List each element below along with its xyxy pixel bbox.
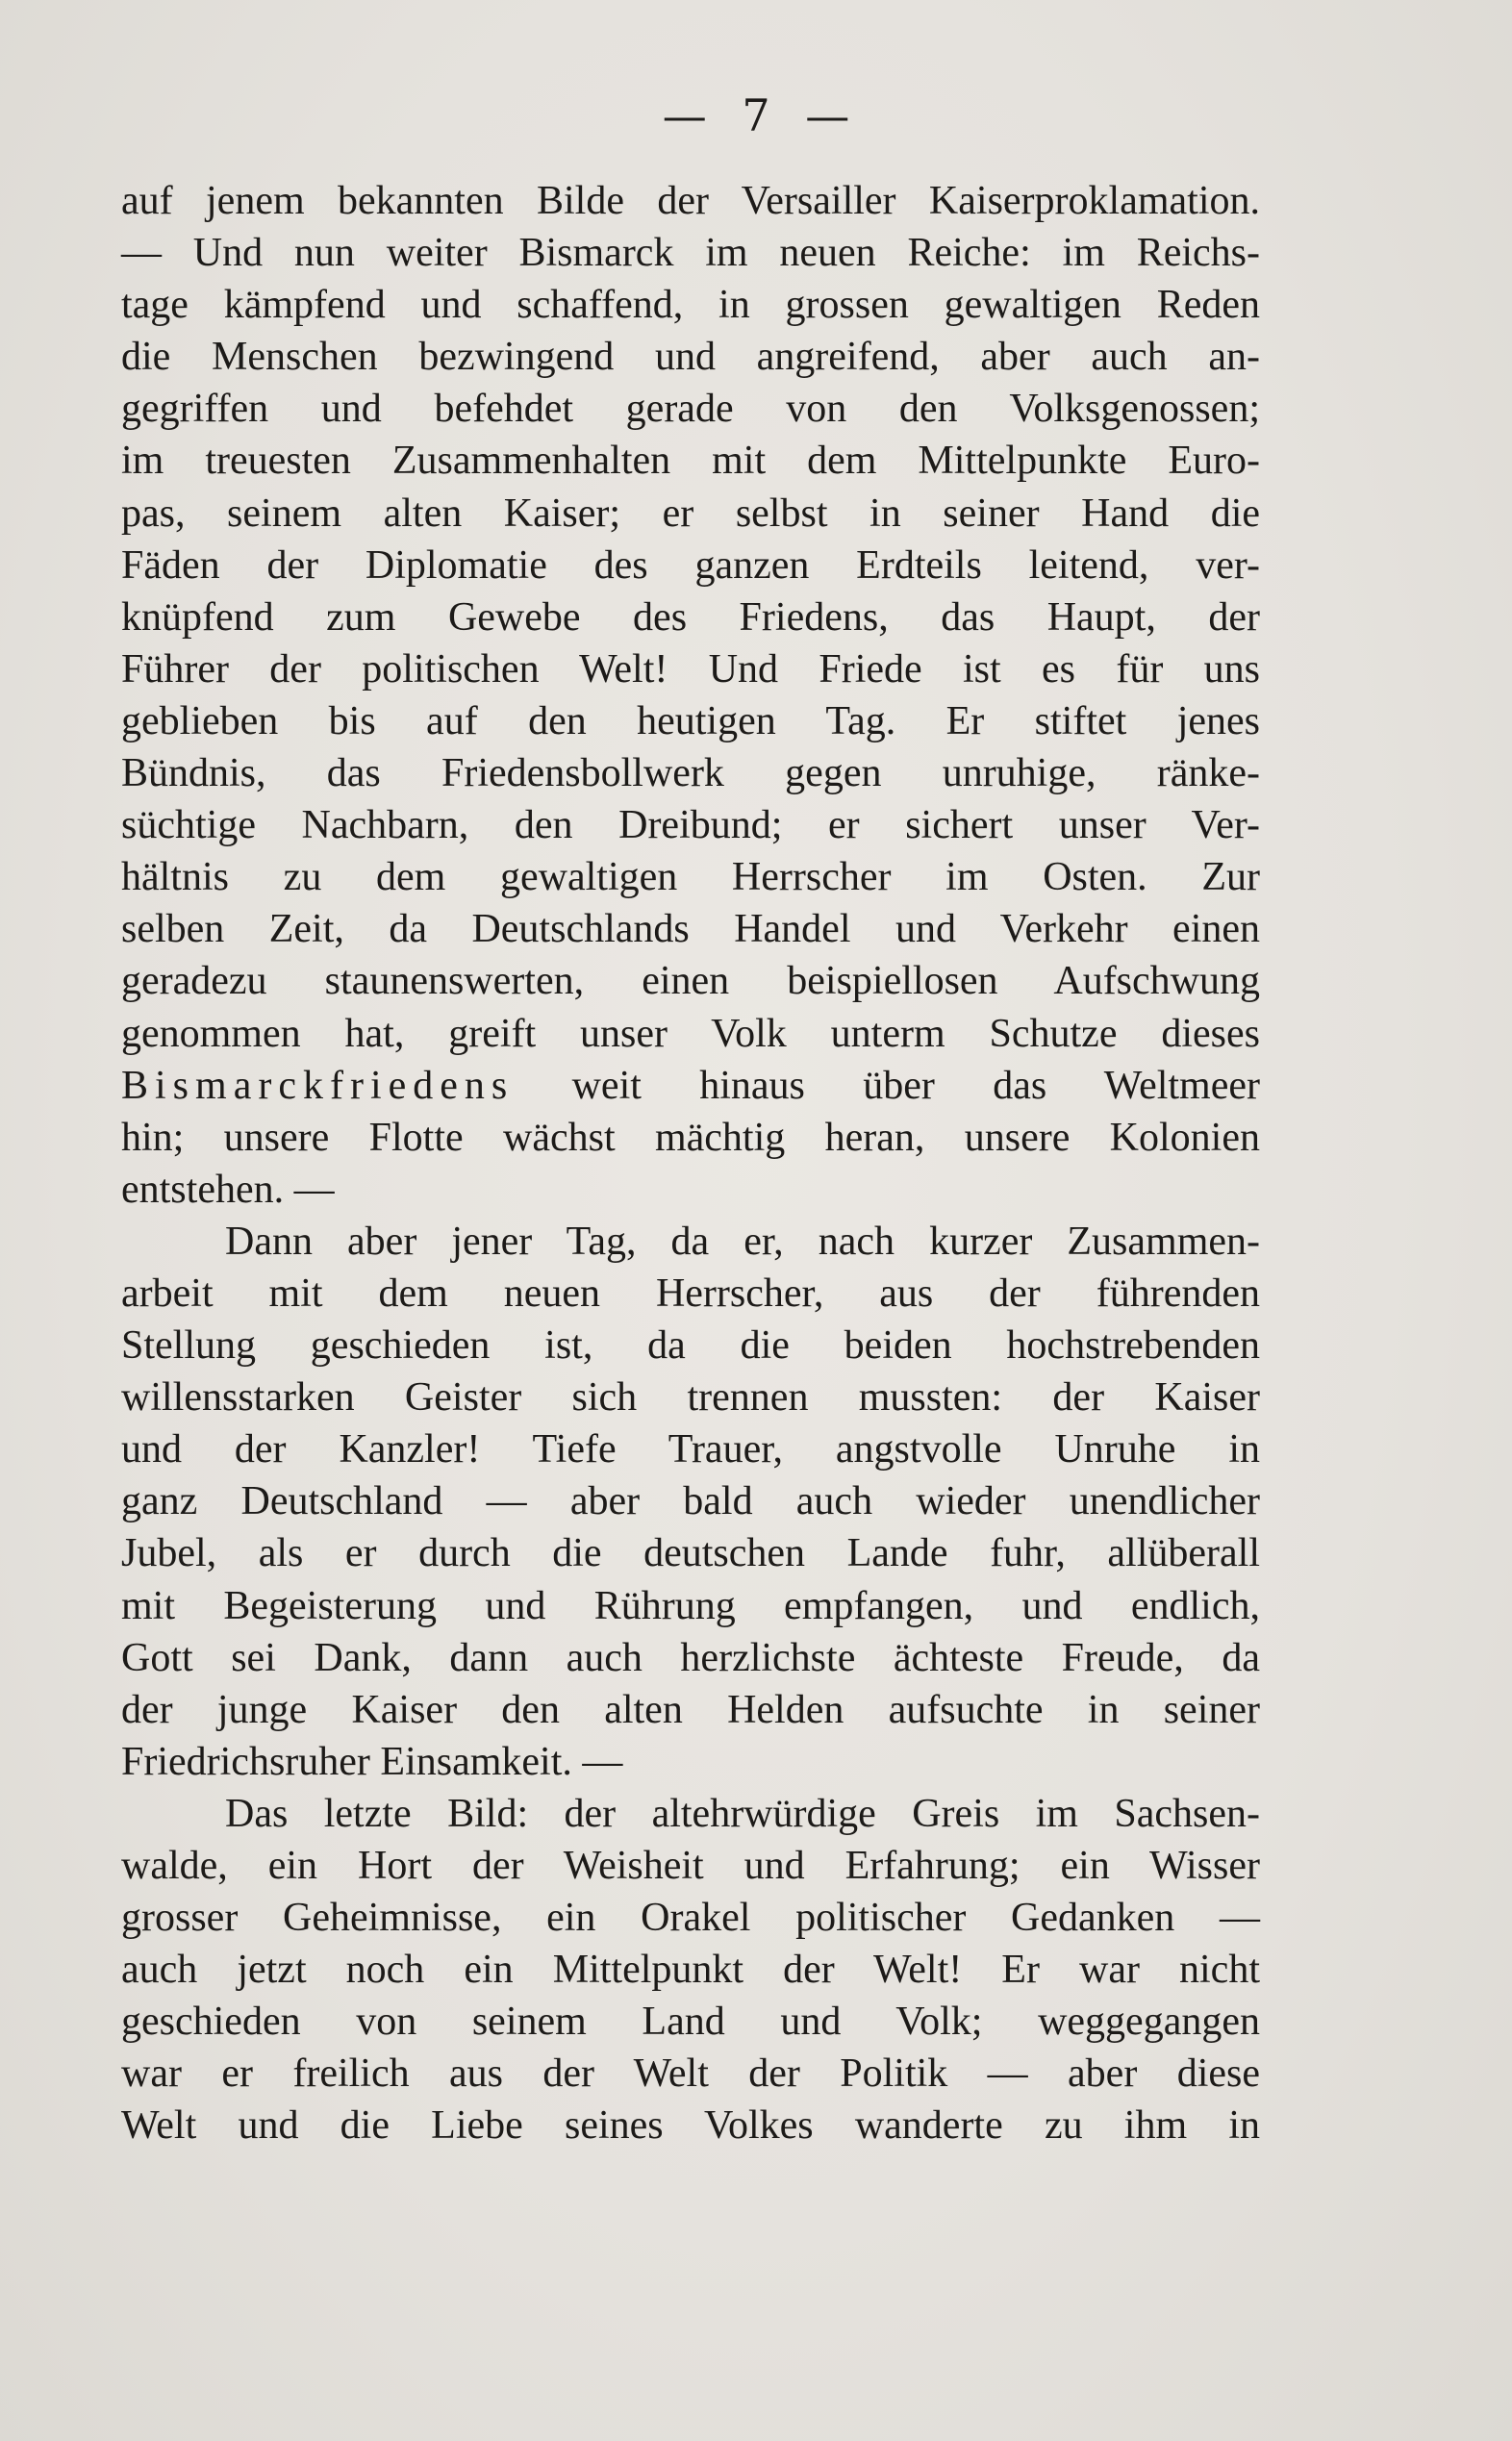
text-line: und der Kanzler! Tiefe Trauer, angstvolle Unruhe in (121, 1427, 1260, 1472)
text-line: mit Begeisterung und Rührung empfangen, und endlich, (121, 1583, 1260, 1628)
text-line: grosser Geheimnisse, ein Orakel politischer Gedanken — (121, 1896, 1260, 1941)
text-line: ganz Deutschland — aber bald auch wieder unendlicher (121, 1479, 1260, 1524)
page-number: — 7 — (662, 89, 850, 141)
text-line: war er freilich aus der Welt der Politik — aber diese (121, 2051, 1260, 2097)
text-line: die Menschen bezwingend und angreifend, aber auch an- (121, 335, 1260, 380)
text-line: — Und nun weiter Bismarck im neuen Reiche: im Reichs- (121, 231, 1260, 276)
text-line: Führer der politischen Welt! Und Friede ist es für uns (121, 646, 1260, 692)
paragraph-start-line: Dann aber jener Tag, da er, nach kurzer Zusammen- (225, 1219, 1260, 1264)
text-line: süchtige Nachbarn, den Dreibund; er sichert unser Ver- (121, 803, 1260, 848)
text-line: walde, ein Hort der Weisheit und Erfahrung; ein Wisser (121, 1844, 1260, 1888)
text-line: geradezu staunenswerten, einen beispiellosen Aufschwung (121, 959, 1260, 1004)
paragraph-end-line: entstehen. — (121, 1167, 335, 1212)
paragraph-end-line: Friedrichsruher Einsamkeit. — (121, 1739, 623, 1784)
text-line: Jubel, als er durch die deutschen Lande fuhr, allüberall (121, 1531, 1260, 1576)
paragraph-start-line: Das letzte Bild: der altehrwürdige Greis im Sachsen- (225, 1791, 1260, 1836)
text-line: tage kämpfend und schaffend, in grossen gewaltigen Reden (121, 283, 1260, 328)
text-line: auch jetzt noch ein Mittelpunkt der Welt! Er war nicht (121, 1948, 1260, 1993)
line-remainder: weit hinaus über das Weltmeer (514, 1063, 1260, 1108)
text-line: genommen hat, greift unser Volk unterm Schutze dieses (121, 1011, 1260, 1056)
body-text (121, 175, 1260, 2152)
text-line: der junge Kaiser den alten Helden aufsuchte in seiner (121, 1687, 1260, 1732)
emphasized-word: Bismarckfriedens (121, 1063, 515, 1108)
text-line-emphasis (121, 1060, 1260, 1112)
text-line: Stellung geschieden ist, da die beiden hochstrebenden (121, 1323, 1260, 1369)
text-line: im treuesten Zusammenhalten mit dem Mittelpunkte Euro- (121, 439, 1260, 484)
text-line: geblieben bis auf den heutigen Tag. Er stiftet jenes (121, 698, 1260, 743)
text-line: auf jenem bekannten Bilde der Versailler Kaiserproklamation. (121, 179, 1260, 223)
text-line: arbeit mit dem neuen Herrscher, aus der führenden (121, 1271, 1260, 1316)
text-line: Gott sei Dank, dann auch herzlichste ächteste Freude, da (121, 1635, 1260, 1680)
text-line: hin; unsere Flotte wächst mächtig heran, unsere Kolonien (121, 1115, 1260, 1160)
text-line: gegriffen und befehdet gerade von den Volksgenossen; (121, 387, 1260, 432)
text-line: Bündnis, das Friedensbollwerk gegen unruhige, ränke- (121, 751, 1260, 796)
text-line: hältnis zu dem gewaltigen Herrscher im Osten. Zur (121, 855, 1260, 900)
text-line: geschieden von seinem Land und Volk; weggegangen (121, 2000, 1260, 2045)
text-line: pas, seinem alten Kaiser; er selbst in seiner Hand die (121, 491, 1260, 536)
text-line: willensstarken Geister sich trennen mussten: der Kaiser (121, 1375, 1260, 1421)
text-line: Fäden der Diplomatie des ganzen Erdteils leitend, ver- (121, 542, 1260, 588)
text-line: knüpfend zum Gewebe des Friedens, das Haupt, der (121, 594, 1260, 640)
text-line: Welt und die Liebe seines Volkes wanderte zu ihm in (121, 2103, 1260, 2149)
text-line: selben Zeit, da Deutschlands Handel und Verkehr einen (121, 907, 1260, 952)
